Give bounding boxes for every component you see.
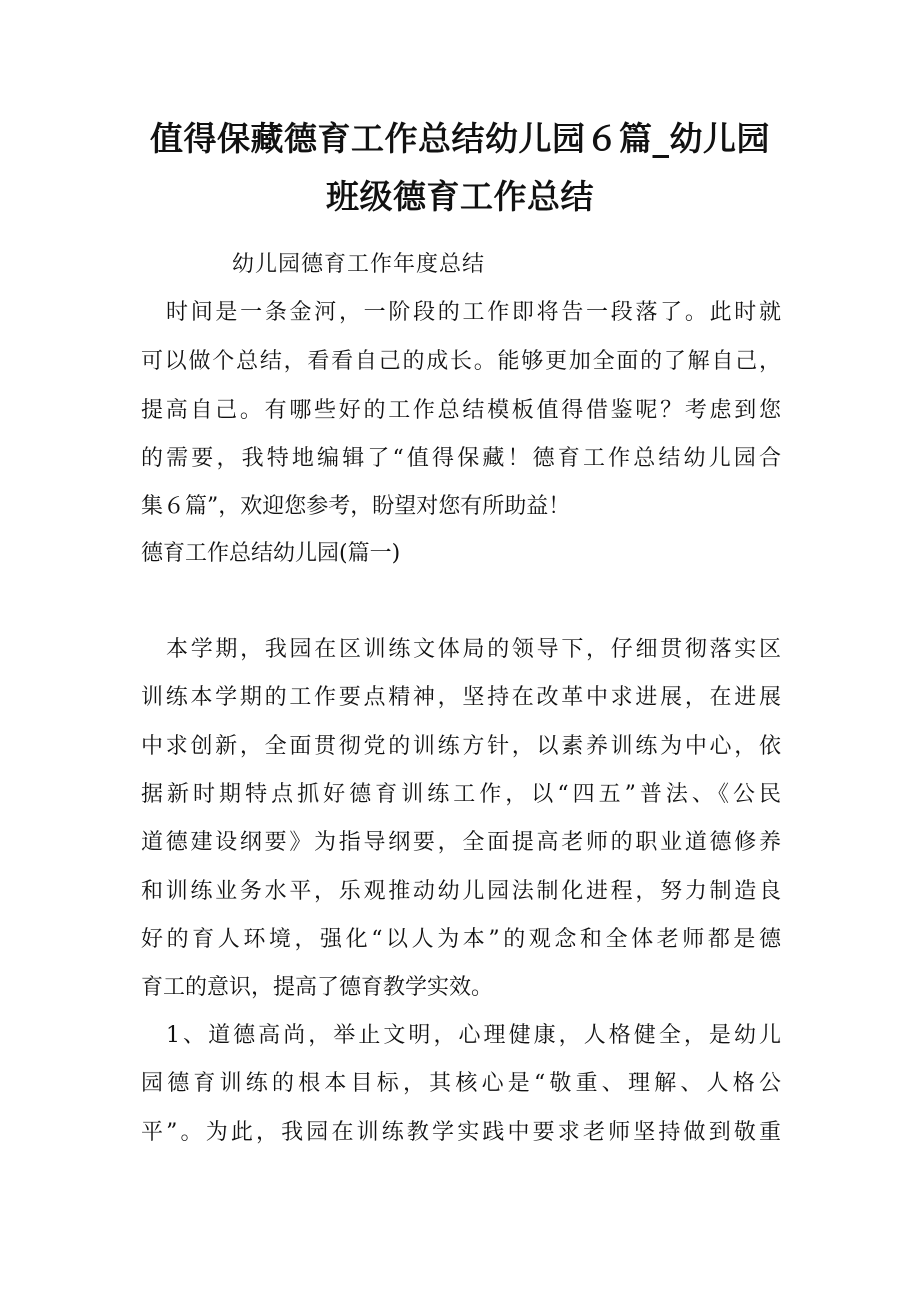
intro-line: 提高自己。有哪些好的工作总结模板值得借鉴呢？考虑到您 bbox=[141, 398, 781, 423]
document-title-line-2: 班级德育工作总结 bbox=[326, 177, 594, 216]
paragraph-line: 平”。为此，我园在训练教学实践中要求老师坚持做到敬重 bbox=[141, 1120, 781, 1145]
intro-line: 可以做个总结，看看自己的成长。能够更加全面的了解自己， bbox=[141, 349, 781, 374]
paragraph-line: 好的育人环境，强化“以人为本”的观念和全体老师都是德 bbox=[141, 927, 781, 952]
document-title-line-1: 值得保藏德育工作总结幼儿园６篇_幼儿园 bbox=[150, 119, 770, 158]
paragraph-line: 训练本学期的工作要点精神，坚持在改革中求进展，在进展 bbox=[141, 685, 781, 710]
intro-line: 时间是一条金河，一阶段的工作即将告一段落了。此时就 bbox=[166, 300, 781, 325]
intro-line: 集６篇”，欢迎您参考，盼望对您有所助益！ bbox=[141, 494, 571, 519]
paragraph-line: 据新时期特点抓好德育训练工作，以“四五”普法、《公民 bbox=[141, 782, 781, 807]
section-heading: 德育工作总结幼儿园(篇一) bbox=[141, 541, 401, 566]
paragraph-line: 1、道德高尚，举止文明，心理健康，人格健全，是幼儿 bbox=[166, 1023, 781, 1048]
intro-line: 的需要，我特地编辑了“值得保藏！德育工作总结幼儿园合 bbox=[141, 446, 781, 471]
paragraph-line: 育工的意识，提高了德育教学实效。 bbox=[141, 975, 494, 1000]
paragraph-line: 道德建设纲要》为指导纲要，全面提高老师的职业道德修养 bbox=[141, 830, 781, 855]
paragraph-line: 中求创新，全面贯彻党的训练方针，以素养训练为中心，依 bbox=[141, 734, 781, 759]
paragraph-line: 和训练业务水平，乐观推动幼儿园法制化进程，努力制造良 bbox=[141, 879, 781, 904]
paragraph-line: 本学期，我园在区训练文体局的领导下，仔细贯彻落实区 bbox=[166, 637, 781, 662]
paragraph-line: 园德育训练的根本目标，其核心是“敬重、理解、人格公 bbox=[141, 1071, 781, 1096]
document-subtitle: 幼儿园德育工作年度总结 bbox=[232, 252, 486, 277]
